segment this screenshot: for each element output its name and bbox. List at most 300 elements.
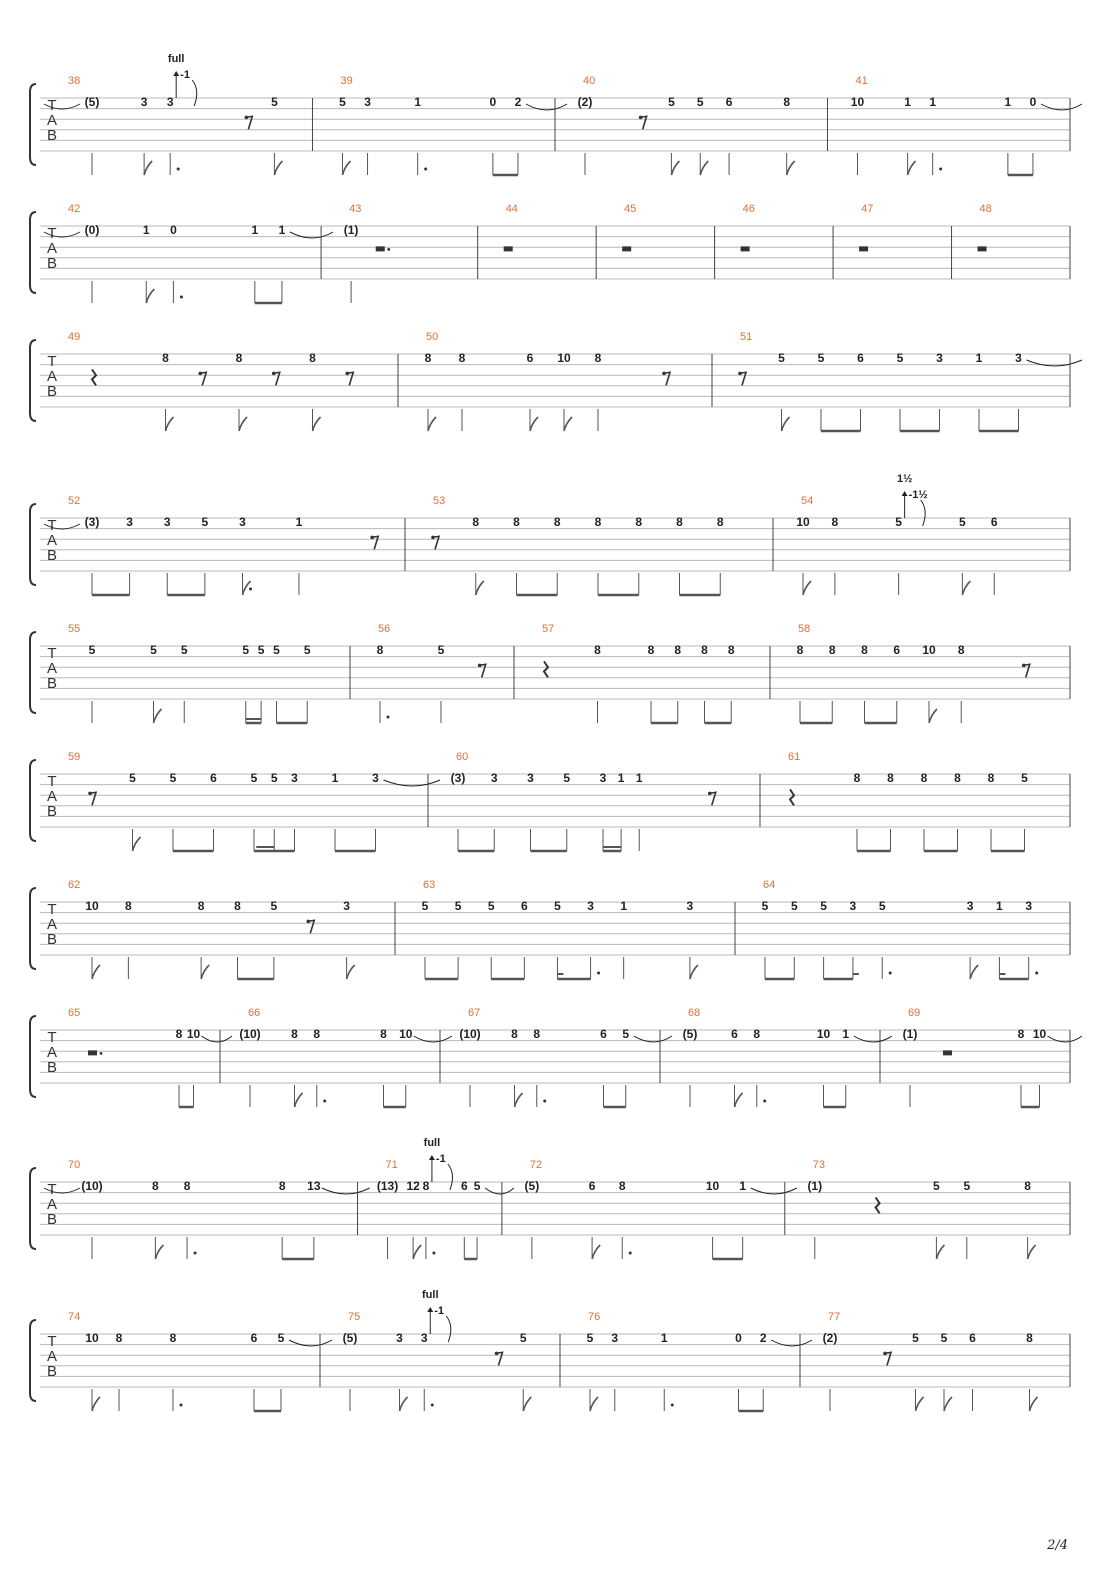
rest-flag-dot — [272, 372, 276, 376]
measure-number: 42 — [68, 203, 81, 215]
fret-number: 5 — [933, 1179, 940, 1193]
fret-number: 8 — [635, 515, 643, 529]
tab-system — [30, 1289, 1070, 1411]
fret-number: 8 — [291, 1027, 298, 1041]
tab-clef-letter: A — [46, 112, 58, 129]
fret-number: (1) — [902, 1027, 918, 1041]
measure — [44, 53, 282, 175]
duration-dot — [763, 1100, 766, 1103]
fret-number: 8 — [533, 1027, 541, 1041]
fret-number: 8 — [278, 1179, 286, 1193]
tab-clef-letter: T — [47, 517, 57, 534]
fret-number: 1 — [251, 223, 259, 237]
fret-number: 6 — [250, 1331, 258, 1345]
fret-number: 0 — [735, 1331, 742, 1345]
measure-number: 63 — [423, 879, 436, 891]
duration-dot — [1035, 972, 1038, 975]
fret-number: 8 — [618, 1179, 626, 1193]
fret-number: 8 — [424, 351, 432, 365]
tab-clef-letter: A — [46, 240, 58, 257]
fret-number: 8 — [954, 771, 961, 785]
measure — [220, 1007, 452, 1107]
note-flag — [908, 161, 916, 175]
fret-number: 5 — [563, 771, 571, 785]
fret-number: 1 — [635, 771, 643, 785]
rest-flag-dot — [345, 372, 349, 376]
fret-number: (10) — [239, 1027, 261, 1041]
fret-number: 6 — [588, 1179, 596, 1193]
measure-number: 72 — [529, 1159, 543, 1171]
tab-system — [30, 203, 1070, 303]
fret-number: 8 — [701, 643, 708, 657]
bend-amount: full — [167, 53, 185, 65]
duration-dot — [180, 1404, 183, 1407]
tab-system — [30, 751, 1070, 851]
note-flag — [523, 1397, 531, 1411]
fret-number: 1 — [660, 1331, 668, 1345]
fret-number: 1 — [617, 771, 625, 785]
fret-number: 8 — [920, 771, 928, 785]
rest-dot — [387, 248, 390, 251]
fret-number: 5 — [129, 771, 136, 785]
tab-clef-letter: A — [46, 1348, 58, 1365]
duration-dot — [671, 1404, 674, 1407]
measure-number: 66 — [248, 1007, 261, 1019]
rest-flag-dot — [495, 1352, 499, 1356]
note-flag — [690, 965, 698, 979]
bend-release: -1 — [180, 69, 190, 81]
duration-dot — [889, 972, 892, 975]
measure-number: 50 — [426, 331, 439, 343]
fret-number: 3 — [849, 899, 857, 913]
fret-number: 3 — [1025, 899, 1033, 913]
rest-flag-dot — [198, 372, 202, 376]
note-flag — [803, 581, 811, 595]
rest-flag-dot — [88, 792, 92, 796]
fret-number: 8 — [831, 515, 839, 529]
rest-flag-dot — [883, 1352, 887, 1356]
measure — [760, 751, 1028, 851]
fret-number: 10 — [399, 1027, 413, 1041]
fret-number: 8 — [861, 643, 868, 657]
measure-number: 48 — [979, 203, 992, 215]
fret-number: (5) — [342, 1331, 358, 1345]
fret-number: 5 — [519, 1331, 527, 1345]
fret-number: 5 — [1021, 771, 1028, 785]
rest-flag-dot — [738, 372, 742, 376]
tab-clef-letter: T — [47, 645, 57, 662]
measure-number: 47 — [861, 203, 874, 215]
note-flag — [590, 1397, 598, 1411]
fret-number: (3) — [84, 515, 100, 529]
fret-number: 5 — [242, 643, 250, 657]
measure — [428, 751, 716, 851]
note-flag — [530, 417, 538, 431]
measure-number: 69 — [908, 1007, 921, 1019]
measure-number: 40 — [583, 75, 596, 87]
fret-number: 8 — [594, 351, 602, 365]
fret-number: 8 — [380, 1027, 387, 1041]
note-flag — [970, 965, 978, 979]
bend-release: -1½ — [908, 489, 928, 501]
tab-clef-letter: T — [47, 1029, 57, 1046]
fret-number: 12 — [406, 1179, 420, 1193]
fret-number: 10 — [85, 1331, 99, 1345]
fret-number: 1 — [929, 95, 937, 109]
tab-clef-letter: B — [46, 383, 58, 400]
system-brace — [30, 84, 36, 165]
measure — [596, 203, 636, 279]
fret-number: 6 — [990, 515, 998, 529]
bend-amount: 1½ — [896, 473, 913, 485]
fret-number: 3 — [490, 771, 498, 785]
system-brace — [30, 504, 36, 585]
measure — [68, 1007, 232, 1107]
note-flag — [1028, 1245, 1036, 1259]
fret-number: 5 — [959, 515, 966, 529]
note-flag — [700, 161, 708, 175]
quarter-rest — [544, 661, 548, 677]
measure-number: 59 — [68, 751, 81, 763]
fret-number: 8 — [594, 515, 602, 529]
fret-number: 6 — [857, 351, 864, 365]
note-flag — [166, 417, 174, 431]
fret-number: 8 — [513, 515, 520, 529]
rest-flag-dot — [639, 116, 643, 120]
fret-number: 5 — [270, 899, 278, 913]
fret-number: 8 — [115, 1331, 123, 1345]
note-flag — [735, 1093, 743, 1107]
fret-number: 8 — [676, 515, 683, 529]
system-brace — [30, 212, 36, 293]
fret-number: 8 — [511, 1027, 518, 1041]
rest-block — [88, 1050, 97, 1055]
note-flag — [154, 709, 162, 723]
rest-dot — [100, 1052, 103, 1055]
tab-clef-letter: B — [46, 255, 58, 272]
fret-number: 5 — [778, 351, 785, 365]
fret-number: 2 — [514, 95, 522, 109]
fret-number: 3 — [686, 899, 694, 913]
fret-number: 5 — [963, 1179, 971, 1193]
fret-number: 8 — [1024, 1179, 1031, 1193]
fret-number: 8 — [647, 643, 655, 657]
fret-number: 8 — [472, 515, 480, 529]
fret-number: 1 — [739, 1179, 747, 1193]
fret-number: 5 — [817, 351, 825, 365]
measure-number: 70 — [68, 1159, 81, 1171]
release-curve — [192, 80, 197, 106]
measure — [321, 203, 390, 303]
fret-number: 3 — [291, 771, 298, 785]
fret-number: 10 — [796, 515, 810, 529]
bend-arrow — [902, 491, 908, 496]
measure — [68, 751, 440, 851]
measure-number: 74 — [68, 1311, 81, 1323]
measure-number: 76 — [588, 1311, 601, 1323]
fret-number: 1 — [414, 95, 422, 109]
note-flag — [428, 417, 436, 431]
fret-number: 3 — [587, 899, 594, 913]
measure-number: 41 — [855, 75, 868, 87]
note-flag — [342, 161, 350, 175]
fret-number: 5 — [820, 899, 827, 913]
measure — [660, 1007, 892, 1107]
measure — [555, 75, 795, 175]
tab-clef-letter: A — [46, 1196, 58, 1213]
tab-clef-letter: T — [47, 97, 57, 114]
fret-number: 6 — [526, 351, 534, 365]
measure-number: 64 — [763, 879, 776, 891]
tab-clef-letter: B — [46, 931, 58, 948]
fret-number: 3 — [396, 1331, 403, 1345]
fret-number: 5 — [437, 643, 445, 657]
fret-number: 8 — [957, 643, 965, 657]
measure — [952, 203, 992, 279]
tab-clef-letter: A — [46, 916, 58, 933]
fret-number: 3 — [372, 771, 379, 785]
tab-system — [30, 623, 1070, 723]
measure-number: 65 — [68, 1007, 81, 1019]
measure — [715, 203, 755, 279]
measure — [514, 623, 735, 723]
duration-dot — [939, 168, 942, 171]
system-brace — [30, 760, 36, 841]
measure-number: 46 — [742, 203, 755, 215]
fret-number: 8 — [553, 515, 561, 529]
note-flag — [274, 161, 282, 175]
note-flag — [92, 1397, 100, 1411]
fret-number: 8 — [828, 643, 836, 657]
note-flag — [144, 161, 152, 175]
fret-number: 5 — [257, 643, 265, 657]
fret-number: 10 — [557, 351, 571, 365]
fret-number: (1) — [807, 1179, 823, 1193]
bend-amount: full — [423, 1137, 441, 1149]
measure — [770, 623, 1030, 723]
fret-number: 1 — [142, 223, 150, 237]
fret-number: 0 — [489, 95, 497, 109]
note-flag — [592, 1245, 600, 1259]
note-flag — [929, 709, 937, 723]
bend-release: -1 — [434, 1305, 445, 1317]
fret-number: 10 — [1032, 1027, 1047, 1041]
release-curve — [446, 1316, 451, 1342]
measure-number: 77 — [828, 1311, 841, 1323]
release-curve — [921, 500, 926, 526]
fret-number: 3 — [966, 899, 974, 913]
system-brace — [30, 888, 36, 969]
note-flag — [916, 1397, 924, 1411]
fret-number: 0 — [170, 223, 177, 237]
fret-number: 8 — [783, 95, 791, 109]
fret-number: 0 — [1029, 95, 1037, 109]
fret-number: 8 — [309, 351, 316, 365]
measure — [833, 203, 873, 279]
fret-number: 5 — [896, 351, 904, 365]
duration-dot — [249, 588, 252, 591]
fret-number: 3 — [1015, 351, 1022, 365]
fret-number: 5 — [150, 643, 157, 657]
duration-dot — [194, 1252, 197, 1255]
rest-flag-dot — [306, 920, 310, 924]
fret-number: 8 — [422, 1179, 430, 1193]
measure — [398, 331, 670, 431]
fret-number: 8 — [235, 351, 243, 365]
fret-number: 1 — [904, 95, 911, 109]
measure-number: 39 — [340, 75, 353, 87]
fret-number: (10) — [459, 1027, 481, 1041]
tab-system — [30, 879, 1070, 979]
quarter-rest — [92, 369, 96, 385]
fret-number: 5 — [487, 899, 495, 913]
fret-number: 8 — [162, 351, 169, 365]
fret-number: 3 — [599, 771, 607, 785]
tab-clef-letter: B — [46, 675, 58, 692]
measure — [68, 623, 311, 723]
fret-number: 10 — [85, 899, 99, 913]
note-flag — [782, 417, 790, 431]
fret-number: 5 — [761, 899, 769, 913]
tab-system — [30, 473, 1070, 595]
fret-number: 3 — [166, 95, 174, 109]
note-flag — [313, 417, 321, 431]
fret-number: 8 — [234, 899, 241, 913]
duration-dot — [323, 1100, 326, 1103]
measure-number: 58 — [798, 623, 811, 635]
fret-number: 3 — [611, 1331, 619, 1345]
fret-number: 1 — [620, 899, 628, 913]
rest-block — [504, 246, 513, 251]
rest-block — [622, 246, 631, 251]
tab-clef-letter: T — [47, 1333, 57, 1350]
note-flag — [671, 161, 679, 175]
fret-number: 8 — [716, 515, 724, 529]
rest-flag-dot — [708, 792, 712, 796]
measure — [68, 331, 353, 431]
fret-number: 8 — [458, 351, 466, 365]
fret-number: (1) — [343, 223, 359, 237]
fret-number: 5 — [421, 899, 429, 913]
fret-number: 5 — [622, 1027, 630, 1041]
fret-number: 3 — [163, 515, 171, 529]
measure-number: 55 — [68, 623, 81, 635]
note-flag — [413, 1245, 421, 1259]
bend-arrow — [429, 1155, 435, 1160]
fret-number: 1 — [331, 771, 339, 785]
note-flag — [400, 1397, 408, 1411]
fret-number: 10 — [850, 95, 865, 109]
fret-number: 3 — [126, 515, 133, 529]
rest-flag-dot — [245, 116, 249, 120]
tab-clef-letter: A — [46, 788, 58, 805]
fret-number: 5 — [878, 899, 886, 913]
duration-dot — [431, 1404, 434, 1407]
duration-dot — [597, 972, 600, 975]
fret-number: 6 — [893, 643, 901, 657]
system-brace — [30, 1168, 36, 1249]
fret-number: 8 — [674, 643, 682, 657]
fret-number: 5 — [554, 899, 561, 913]
fret-number: 8 — [313, 1027, 321, 1041]
duration-dot — [387, 716, 390, 719]
fret-number: 3 — [936, 351, 943, 365]
measure — [68, 1311, 332, 1411]
tab-clef-letter: T — [47, 1181, 57, 1198]
fret-number: 2 — [759, 1331, 767, 1345]
duration-dot — [543, 1100, 546, 1103]
fret-number: 10 — [816, 1027, 831, 1041]
fret-number: 8 — [175, 1027, 183, 1041]
tab-system — [30, 331, 1082, 431]
fret-number: 10 — [922, 643, 936, 657]
bend-amount: full — [422, 1289, 439, 1301]
fret-number: 5 — [169, 771, 177, 785]
measure-number: 75 — [348, 1311, 361, 1323]
fret-number: 5 — [586, 1331, 594, 1345]
tab-system — [30, 1007, 1082, 1107]
fret-number: 5 — [940, 1331, 948, 1345]
release-curve — [448, 1164, 453, 1190]
tab-clef-letter: B — [46, 1211, 58, 1228]
fret-number: 8 — [197, 899, 205, 913]
note-flag — [243, 581, 251, 595]
measure-number: 56 — [378, 623, 391, 635]
measure-number: 67 — [468, 1007, 481, 1019]
fret-number: 5 — [339, 95, 346, 109]
tab-clef-letter: A — [46, 368, 58, 385]
measure-number: 60 — [456, 751, 469, 763]
fret-number: 8 — [887, 771, 894, 785]
note-flag — [564, 417, 572, 431]
rest-flag-dot — [431, 536, 435, 540]
duration-dot — [180, 296, 183, 299]
duration-dot — [424, 168, 427, 171]
rest-flag-dot — [370, 536, 374, 540]
rest-flag-dot — [1022, 664, 1026, 668]
measure-number: 68 — [688, 1007, 701, 1019]
fret-number: 5 — [454, 899, 462, 913]
fret-number: 1 — [996, 899, 1003, 913]
fret-number: 5 — [912, 1331, 919, 1345]
system-brace — [30, 340, 36, 421]
system-brace — [30, 1016, 36, 1097]
fret-number: 8 — [796, 643, 804, 657]
measure — [320, 1289, 531, 1411]
fret-number: 5 — [790, 899, 798, 913]
fret-number: 5 — [271, 95, 278, 109]
fret-number: 8 — [1026, 1331, 1033, 1345]
measure-number: 61 — [788, 751, 801, 763]
fret-number: (0) — [84, 223, 100, 237]
fret-number: 8 — [183, 1179, 191, 1193]
fret-number: 6 — [600, 1027, 607, 1041]
tab-clef-letter: B — [46, 1059, 58, 1076]
measure — [44, 1159, 370, 1259]
note-flag — [347, 965, 355, 979]
measure — [735, 879, 1038, 979]
system-brace — [30, 1320, 36, 1401]
fret-number: 8 — [753, 1027, 761, 1041]
tab-system — [30, 53, 1082, 175]
bend-release: -1 — [435, 1153, 446, 1165]
measure — [405, 495, 724, 595]
fret-number: 8 — [853, 771, 861, 785]
page-number: 2/4 — [1047, 1538, 1068, 1553]
tab-clef-letter: T — [47, 225, 57, 242]
note-flag — [944, 1397, 952, 1411]
note-flag — [146, 289, 154, 303]
